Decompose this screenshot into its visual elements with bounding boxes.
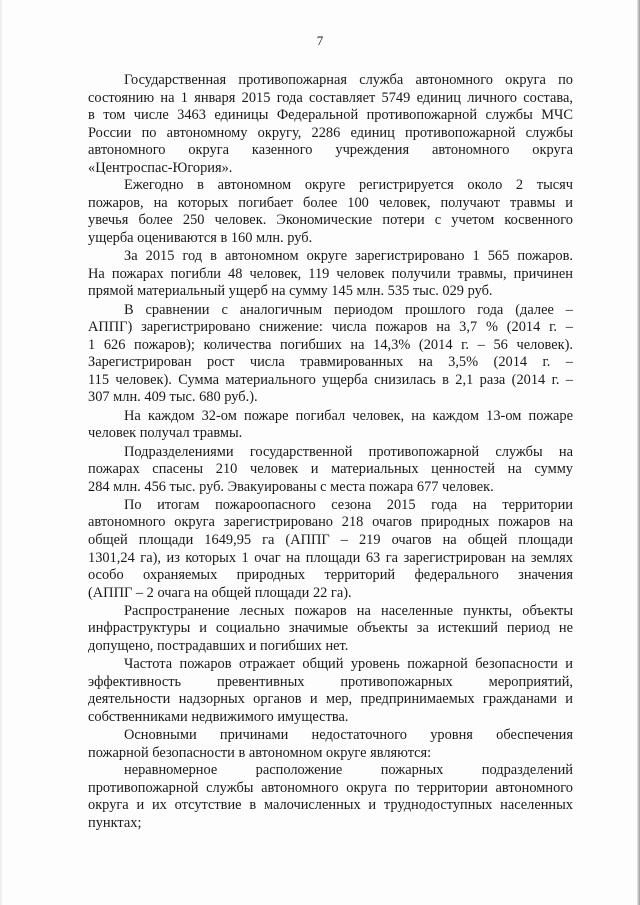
text-line: Ежегодно в автономном округе регистрируется около 2 тысяч <box>124 177 573 193</box>
scan-edge-left <box>0 0 2 905</box>
text-line: особо охраняемых природных территорий федерального значения <box>88 567 573 583</box>
text-line: пожарной безопасности в автономном округе являются: <box>88 745 432 761</box>
text-line: «Центроспас-Югория». <box>88 160 233 176</box>
text-line: 1 626 пожаров); количества погибших на 14,3% (2014 г. – 56 человек). <box>88 337 573 353</box>
text-line: Основными причинами недостаточного уровня обеспечения <box>124 727 573 743</box>
page-number: 7 <box>316 33 324 48</box>
text-line: АППГ) зарегистрировано снижение: числа пожаров на 3,7 % (2014 г. – <box>88 319 573 335</box>
text-line: пожаров, на которых погибает более 100 человек, получают травмы и <box>88 195 573 211</box>
text-line: человек получал травмы. <box>88 425 243 441</box>
text-line: в том числе 3463 единицы Федеральной противопожарной службы МЧС <box>88 107 573 123</box>
text-line: увечья более 250 человек. Экономические потери с учетом косвенного <box>88 212 573 228</box>
text-line: Подразделениями государственной противопожарной службы на <box>124 444 573 460</box>
text-line: На пожарах погибли 48 человек, 119 человек получили травмы, причинен <box>88 266 573 282</box>
text-line: состоянию на 1 января 2015 года составляет 5749 единиц личного состава, <box>88 90 573 106</box>
text-line: На каждом 32-ом пожаре погибал человек, на каждом 13-ом пожаре <box>124 408 573 424</box>
text-line: По итогам пожароопасного сезона 2015 года на территории <box>124 497 573 513</box>
text-line: пунктах; <box>88 815 142 831</box>
text-line: неравномерное расположение пожарных подразделений <box>124 762 573 778</box>
text-line: деятельности надзорных органов и мер, предпринимаемых гражданами и <box>88 691 573 707</box>
text-line: противопожарной службы автономного округа по территории автономного <box>88 780 573 796</box>
text-line: В сравнении с аналогичным периодом прошлого года (далее – <box>124 302 573 318</box>
text-line: округа и их отсутствие в малочисленных и труднодоступных населенных <box>88 797 573 813</box>
text-line: общей площади 1649,95 га (АППГ – 219 очагов на общей площади <box>88 532 573 548</box>
text-line: собственниками недвижимого имущества. <box>88 709 349 725</box>
text-line: 307 млн. 409 тыс. 680 руб.). <box>88 389 258 405</box>
text-line: 115 человек). Сумма материального ущерба снизилась в 2,1 раза (2014 г. – <box>88 372 573 388</box>
text-line: За 2015 год в автономном округе зарегистрировано 1 565 пожаров. <box>124 248 573 264</box>
text-line: инфраструктуры и социально значимые объекты за истекший период не <box>88 620 573 636</box>
text-line: Распространение лесных пожаров на населенные пункты, объекты <box>124 603 573 619</box>
text-line: прямой материальный ущерб на сумму 145 млн. 535 тыс. 029 руб. <box>88 283 493 299</box>
text-line: ущерба оцениваются в 160 млн. руб. <box>88 230 313 246</box>
text-line: Частота пожаров отражает общий уровень пожарной безопасности и <box>124 656 573 672</box>
text-line: автономного округа зарегистрировано 218 очагов природных пожаров на <box>88 514 573 530</box>
text-line: допущено, пострадавших и погибших нет. <box>88 638 349 654</box>
text-line: пожарах спасены 210 человек и материальных ценностей на сумму <box>88 461 573 477</box>
text-line: (АППГ – 2 очага на общей площади 22 га). <box>88 585 352 601</box>
text-line: Зарегистрирован рост числа травмированных на 3,5% (2014 г. – <box>88 354 573 370</box>
text-line: России по автономному округу, 2286 единиц противопожарной службы <box>88 125 573 141</box>
text-line: 1301,24 га), из которых 1 очаг на площади 63 га зарегистрирован на землях <box>88 550 573 566</box>
text-line: Государственная противопожарная служба автономного округа по <box>124 72 573 88</box>
text-line: 284 млн. 456 тыс. руб. Эвакуированы с места пожара 677 человек. <box>88 479 494 495</box>
text-line: эффективность превентивных противопожарных мероприятий, <box>88 674 573 690</box>
text-line: автономного округа казенного учреждения автономного округа <box>88 142 573 158</box>
